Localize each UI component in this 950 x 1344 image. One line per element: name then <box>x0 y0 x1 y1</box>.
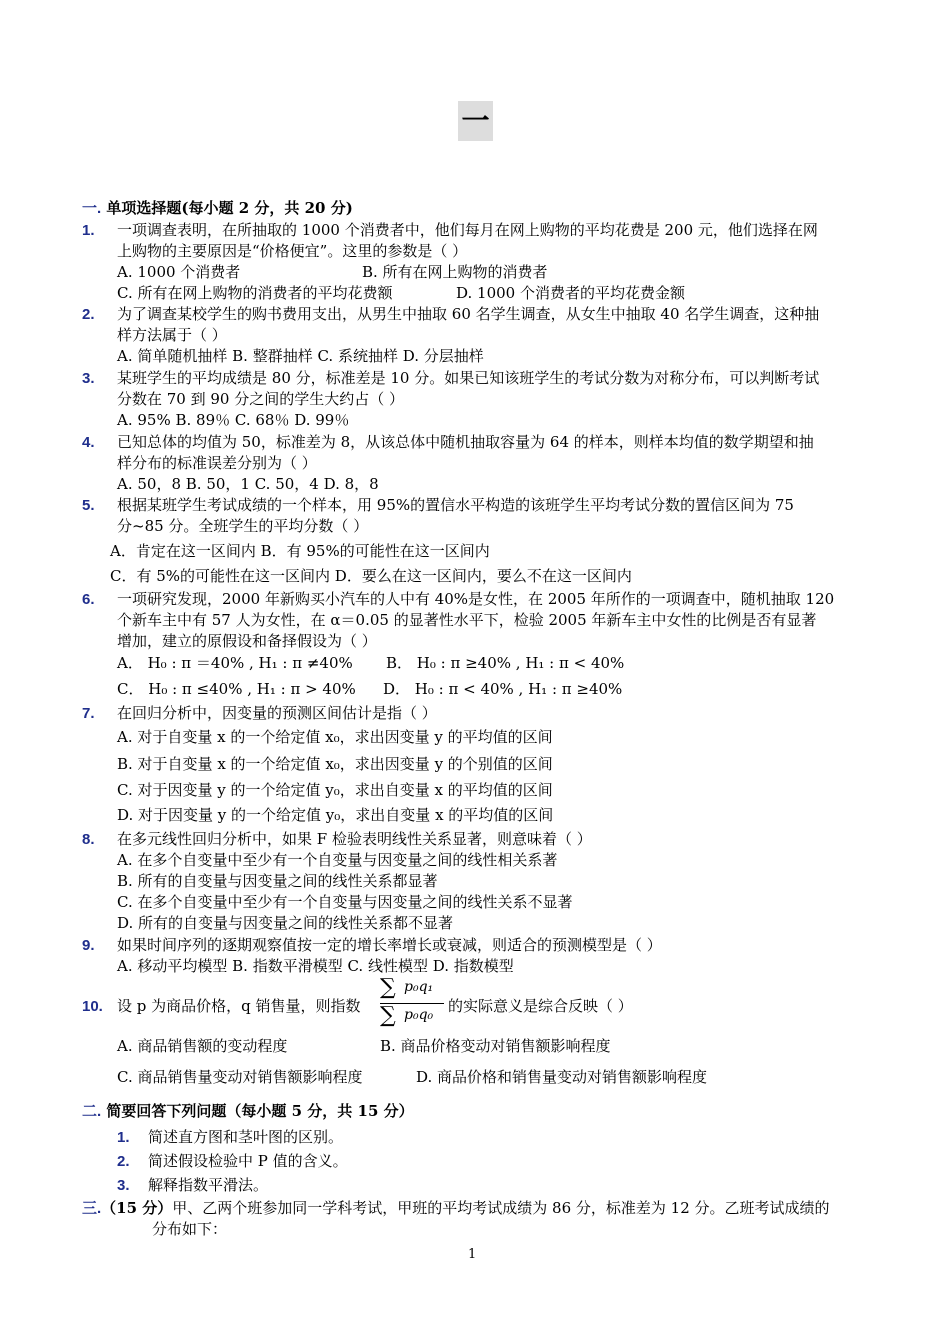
question-text: 上购物的主要原因是“价格便宜”。这里的参数是（ ） <box>117 242 468 260</box>
question-text: 分数在 70 到 90 分之间的学生大约占（ ） <box>117 390 405 408</box>
question-number: 5. <box>82 497 95 514</box>
options: A. 50，8 B. 50，1 C. 50，4 D. 8，8 <box>117 475 379 493</box>
section-title: 简要回答下列问题（每小题 5 分，共 15 分） <box>106 1102 414 1120</box>
option-a: A. 商品销售额的变动程度 <box>117 1037 288 1055</box>
option-b: B. 所有在网上购物的消费者 <box>362 263 548 281</box>
option-d: D. 商品价格和销售量变动对销售额影响程度 <box>416 1068 708 1086</box>
section-title: 单项选择题(每小题 2 分，共 20 分) <box>106 199 353 217</box>
question-text: 为了调查某校学生的购书费用支出，从男生中抽取 60 名学生调查，从女生中抽取 40 名学生调查，这种抽 <box>117 305 820 323</box>
question-text: 根据某班学生考试成绩的一个样本，用 95%的置信水平构造的该班学生平均考试分数的置信区间为 75 <box>117 496 794 514</box>
question-number: 10. <box>82 998 103 1015</box>
question-text: 样分布的标准误差分别为（ ） <box>117 454 317 472</box>
page-title: 一 <box>458 101 493 141</box>
question-number: 4. <box>82 434 95 451</box>
question-number: 8. <box>82 831 95 848</box>
option-c: C. 在多个自变量中至少有一个自变量与因变量之间的线性关系不显著 <box>117 893 573 911</box>
question-text: 一项调查表明，在所抽取的 1000 个消费者中，他们每月在网上购物的平均花费是 200 元，他们选择在网 <box>117 221 818 239</box>
option-b: B. 商品价格变动对销售额影响程度 <box>380 1037 611 1055</box>
option-c: C. 对于因变量 y 的一个给定值 y₀，求出自变量 x 的平均值的区间 <box>117 781 553 799</box>
item-text: 解释指数平滑法。 <box>148 1176 269 1194</box>
question-text: 一项研究发现，2000 年新购买小汽车的人中有 40%是女性，在 2005 年所作的一项调查中，随机抽取 120 <box>117 590 835 608</box>
sigma-symbol: ∑ <box>380 975 396 1000</box>
item-number: 2. <box>117 1153 130 1170</box>
section-number: 三. <box>82 1200 102 1217</box>
options: A. 简单随机抽样 B. 整群抽样 C. 系统抽样 D. 分层抽样 <box>117 347 484 365</box>
formula-numerator: p₀q₁ <box>404 979 434 995</box>
section-number: 一. <box>82 200 102 217</box>
option-a: A. 对于自变量 x 的一个给定值 x₀，求出因变量 y 的平均值的区间 <box>117 728 553 746</box>
page-number: 1 <box>468 1247 477 1262</box>
section-3-heading <box>82 1198 830 1219</box>
section-text: 分布如下： <box>152 1220 228 1238</box>
item-number: 3. <box>117 1177 130 1194</box>
question-text: 某班学生的平均成绩是 80 分，标准差是 10 分。如果已知该班学生的考试分数为对称分布，可以判断考试 <box>117 369 820 387</box>
section-text: 甲、乙两个班参加同一学科考试，甲班的平均考试成绩为 86 分，标准差为 12 分。乙班考试成绩的 <box>172 1199 830 1217</box>
section-score: （15 分） <box>101 1199 173 1217</box>
question-number: 2. <box>82 306 95 323</box>
item-text: 简述假设检验中 P 值的含义。 <box>148 1152 348 1170</box>
option-d: D. 1000 个消费者的平均花费金额 <box>456 284 685 302</box>
options: A. 95% B. 89％ C. 68％ D. 99％ <box>117 411 350 429</box>
formula-denominator: p₀q₀ <box>404 1007 434 1023</box>
question-text: 如果时间序列的逐期观察值按一定的增长率增长或衰减，则适合的预测模型是（ ） <box>117 936 662 954</box>
section-1-heading <box>82 198 353 219</box>
index-formula <box>380 973 446 1033</box>
option-c: C． H₀ : π ≤40% , H₁ : π > 40% <box>117 680 356 698</box>
question-text: 设 p 为商品价格，q 销售量，则指数 <box>117 997 361 1015</box>
option-c: C. 商品销售量变动对销售额影响程度 <box>117 1068 363 1086</box>
option-c: C. 所有在网上购物的消费者的平均花费额 <box>117 284 393 302</box>
option-a: A． H₀ : π ＝40% , H₁ : π ≠40% <box>117 654 353 672</box>
section-2-heading <box>82 1101 414 1122</box>
question-text: 分~85 分。全班学生的平均分数（ ） <box>117 517 369 535</box>
option-d: D. 对于因变量 y 的一个给定值 y₀，求出自变量 x 的平均值的区间 <box>117 806 554 824</box>
options: A. 移动平均模型 B. 指数平滑模型 C. 线性模型 D. 指数模型 <box>117 957 514 975</box>
option-a: A. 1000 个消费者 <box>117 263 241 281</box>
question-text: 样方法属于（ ） <box>117 326 227 344</box>
sigma-symbol: ∑ <box>380 1003 396 1028</box>
option-b: B. 对于自变量 x 的一个给定值 x₀，求出因变量 y 的个别值的区间 <box>117 755 553 773</box>
question-number: 6. <box>82 591 95 608</box>
option-b: B. 所有的自变量与因变量之间的线性关系都显著 <box>117 872 438 890</box>
options: C．有 5%的可能性在这一区间内 D．要么在这一区间内，要么不在这一区间内 <box>110 567 632 585</box>
question-number: 1. <box>82 222 95 239</box>
question-text: 个新车主中有 57 人为女性，在 α＝0.05 的显著性水平下，检验 2005 年新车主中女性的比例是否有显著 <box>117 611 817 629</box>
question-text: 的实际意义是综合反映（ ） <box>448 997 633 1015</box>
section-number: 二. <box>82 1103 102 1120</box>
option-b: B． H₀ : π ≥40% , H₁ : π < 40% <box>386 654 625 672</box>
question-number: 9. <box>82 937 95 954</box>
question-text: 在多元线性回归分析中，如果 F 检验表明线性关系显著，则意味着（ ） <box>117 830 592 848</box>
options: A．肯定在这一区间内 B．有 95%的可能性在这一区间内 <box>110 542 490 560</box>
question-text: 已知总体的均值为 50，标准差为 8，从该总体中随机抽取容量为 64 的样本，则样本均值的数学期望和抽 <box>117 433 814 451</box>
option-d: D． H₀ : π < 40% , H₁ : π ≥40% <box>383 680 623 698</box>
item-text: 简述直方图和茎叶图的区别。 <box>148 1128 344 1146</box>
question-number: 3. <box>82 370 95 387</box>
question-number: 7. <box>82 705 95 722</box>
question-text: 增加，建立的原假设和备择假设为（ ） <box>117 632 377 650</box>
option-d: D. 所有的自变量与因变量之间的线性关系都不显著 <box>117 914 454 932</box>
option-a: A. 在多个自变量中至少有一个自变量与因变量之间的线性相关系著 <box>117 851 558 869</box>
question-text: 在回归分析中，因变量的预测区间估计是指（ ） <box>117 704 437 722</box>
item-number: 1. <box>117 1129 130 1146</box>
